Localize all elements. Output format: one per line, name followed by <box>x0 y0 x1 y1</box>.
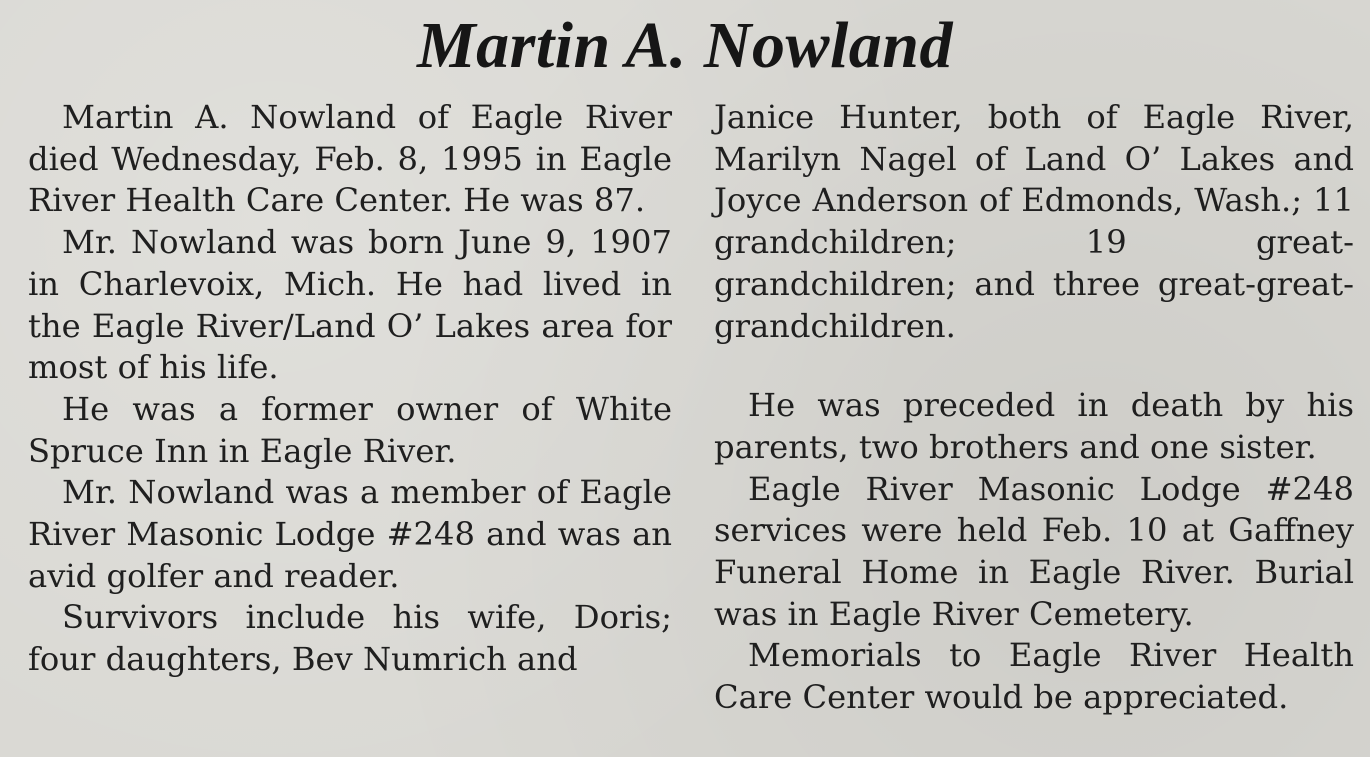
paragraph-birth: Mr. Nowland was born June 9, 1907 in Charlevoix, Mich. He had lived in the Eagle River/Land O’ Lakes area for most of his life. <box>28 223 672 387</box>
paragraph-business: He was a former owner of White Spruce Inn in Eagle River. <box>28 389 672 470</box>
left-column <box>28 97 672 681</box>
right-column <box>714 97 1354 719</box>
paragraph-survivors-start: Survivors include his wife, Doris; four daughters, Bev Numrich and <box>28 598 672 679</box>
paragraph-services: Eagle River Masonic Lodge #248 services were held Feb. 10 at Gaffney Funeral Home in Eagle River. Burial was in Eagle River Cemetery. <box>714 469 1354 633</box>
paragraph-preceded: He was preceded in death by his parents, two brothers and one sister. <box>714 386 1354 466</box>
paragraph-membership: Mr. Nowland was a member of Eagle River Masonic Lodge #248 and was an avid golfer and reader. <box>28 473 672 595</box>
paragraph-survivors-continued: Janice Hunter, both of Eagle River, Marilyn Nagel of Land O’ Lakes and Joyce Anderson of Edmonds, Wash.; 11 grandchildren; 19 great-grandchildren; and three great-great-grandchildren. <box>714 98 1354 345</box>
obituary-headline: Martin A. Nowland <box>416 9 954 82</box>
paragraph-death-notice: Martin A. Nowland of Eagle River died Wednesday, Feb. 8, 1995 in Eagle River Health Care Center. He was 87. <box>28 98 672 220</box>
paragraph-memorials: Memorials to Eagle River Health Care Center would be appreciated. <box>714 636 1354 717</box>
